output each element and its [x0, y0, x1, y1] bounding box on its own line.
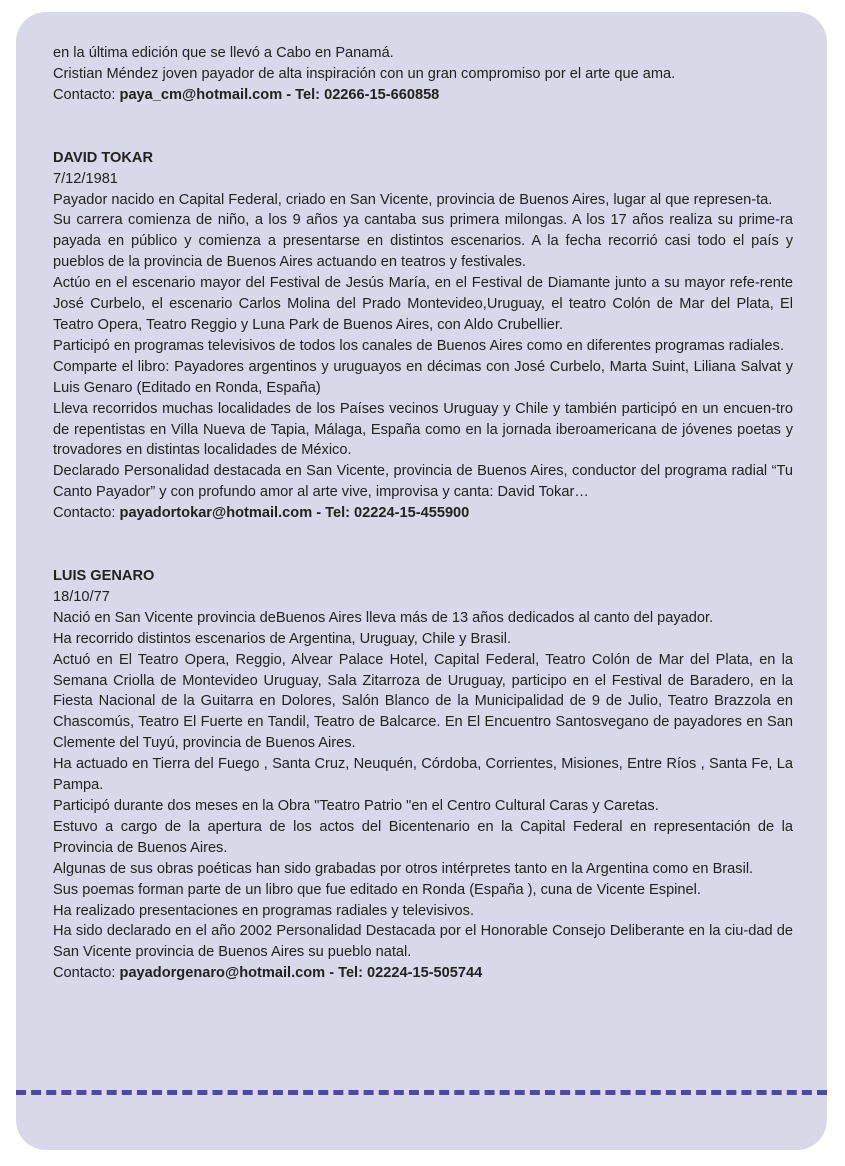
- profile-name: DAVID TOKAR: [53, 149, 153, 166]
- intro-contact: [53, 85, 793, 106]
- dashed-divider: [16, 1090, 827, 1095]
- profile-paragraph: Lleva recorridos muchas localidades de los Países vecinos Uruguay y Chile y también participó en un encuen-tro de repentistas en Villa Nueva de Tapia, Málaga, España como en la jornada iberoamericana de jóvenes poetas y trovadores en distintas localidades de México.: [53, 400, 793, 459]
- profile-date: 18/10/77: [53, 588, 110, 605]
- profile-paragraph: Ha sido declarado en el año 2002 Personalidad Destacada por el Honorable Consejo Deliberante en la ciu-dad de San Vicente provincia de Buenos Aires su pueblo natal.: [53, 923, 793, 961]
- profile-david-tokar: [53, 148, 793, 524]
- profile-contact: [53, 963, 793, 984]
- contact-value: payadorgenaro@hotmail.com - Tel: 02224-15-505744: [119, 965, 483, 982]
- profile-paragraph: Ha recorrido distintos escenarios de Argentina, Uruguay, Chile y Brasil.: [53, 630, 512, 647]
- section-gap: [53, 106, 793, 148]
- profile-paragraph: Ha realizado presentaciones en programas radiales y televisivos.: [53, 902, 475, 919]
- profile-paragraph: Algunas de sus obras poéticas han sido grabadas por otros intérpretes tanto en la Argentina como en Brasil.: [53, 860, 754, 877]
- profile-paragraph: Participó en programas televisivos de todos los canales de Buenos Aires como en diferentes programas radiales.: [53, 337, 784, 354]
- profile-paragraph: Declarado Personalidad destacada en San Vicente, provincia de Buenos Aires, conductor del programa radial “Tu Canto Payador” y con profundo amor al arte vive, improvisa y canta: David Tokar…: [53, 463, 793, 501]
- profile-date: 7/12/1981: [53, 170, 118, 187]
- profile-luis-genaro: [53, 566, 793, 984]
- profile-paragraph: Estuvo a cargo de la apertura de los actos del Bicentenario en la Capital Federal en representación de la Provincia de Buenos Aires.: [53, 818, 793, 856]
- intro-line: en la última edición que se llevó a Cabo en Panamá.: [53, 45, 394, 61]
- profile-paragraph: Sus poemas forman parte de un libro que fue editado en Ronda (España ), cuna de Vicente Espinel.: [53, 881, 701, 898]
- profile-paragraph: Actúo en el escenario mayor del Festival de Jesús María, en el Festival de Diamante junto a su mayor refe-rente José Curbelo, el escenario Carlos Molina del Prado Montevideo,Uruguay, el teatro Colón de Mar del Plata, El Teatro Opera, Teatro Reggio y Luna Park de Buenos Aires, con Aldo Crubellier.: [53, 275, 793, 333]
- profile-paragraph: Su carrera comienza de niño, a los 9 años ya cantaba sus primera milongas. A los 17 años realiza su prime-ra payada en público y comienza a presentarse en distintos escenarios. A la fecha recorrió casi todo el país y pueblos de la provincia de Buenos Aires actuando en teatros y festivales.: [53, 212, 793, 271]
- intro-line: Cristian Méndez joven payador de alta inspiración con un gran compromiso por el arte que ama.: [53, 65, 676, 82]
- profile-name: LUIS GENARO: [53, 568, 155, 585]
- contact-value: payadortokar@hotmail.com - Tel: 02224-15-455900: [119, 505, 470, 522]
- profile-paragraph: Nació en San Vicente provincia deBuenos Aires lleva más de 13 años dedicados al canto del payador.: [53, 609, 714, 626]
- contact-value: paya_cm@hotmail.com - Tel: 02266-15-660858: [119, 86, 440, 103]
- profile-contact: [53, 503, 793, 524]
- profile-paragraph: Payador nacido en Capital Federal, criado en San Vicente, provincia de Buenos Aires, lugar al que represen-ta.: [53, 191, 773, 208]
- profile-paragraph: Comparte el libro: Payadores argentinos y uruguayos en décimas con José Curbelo, Marta Suint, Liliana Salvat y Luis Genaro (Editado en Ronda, España): [53, 358, 793, 396]
- profile-paragraph: Actuó en El Teatro Opera, Reggio, Alvear Palace Hotel, Capital Federal, Teatro Colón de Mar del Plata, en la Semana Criolla de Montevideo Uruguay, Sala Zitarroza de Uruguay, participo en el Festival de Baradero, en la Fiesta Nacional de la Guitarra en Dolores, Salón Blanco de la Municipalidad de 9 de Julio, Teatro Brazzola en Chascomús, Teatro El Fuerte en Tandil, Teatro de Balcarce. En El Encuentro Santosvegano de payadores en San Clemente del Tuyú, provincia de Buenos Aires.: [53, 651, 793, 752]
- profile-paragraph: Participó durante dos meses en la Obra "Teatro Patrio "en el Centro Cultural Caras y Caretas.: [53, 798, 659, 814]
- section-gap: [53, 524, 793, 566]
- article-body: [53, 43, 793, 984]
- contact-label: Contacto:: [53, 505, 120, 522]
- contact-label: Contacto:: [53, 965, 120, 982]
- contact-label: Contacto:: [53, 86, 120, 103]
- profile-paragraph: Ha actuado en Tierra del Fuego , Santa Cruz, Neuquén, Córdoba, Corrientes, Misiones, Entre Ríos , Santa Fe, La Pampa.: [53, 756, 793, 794]
